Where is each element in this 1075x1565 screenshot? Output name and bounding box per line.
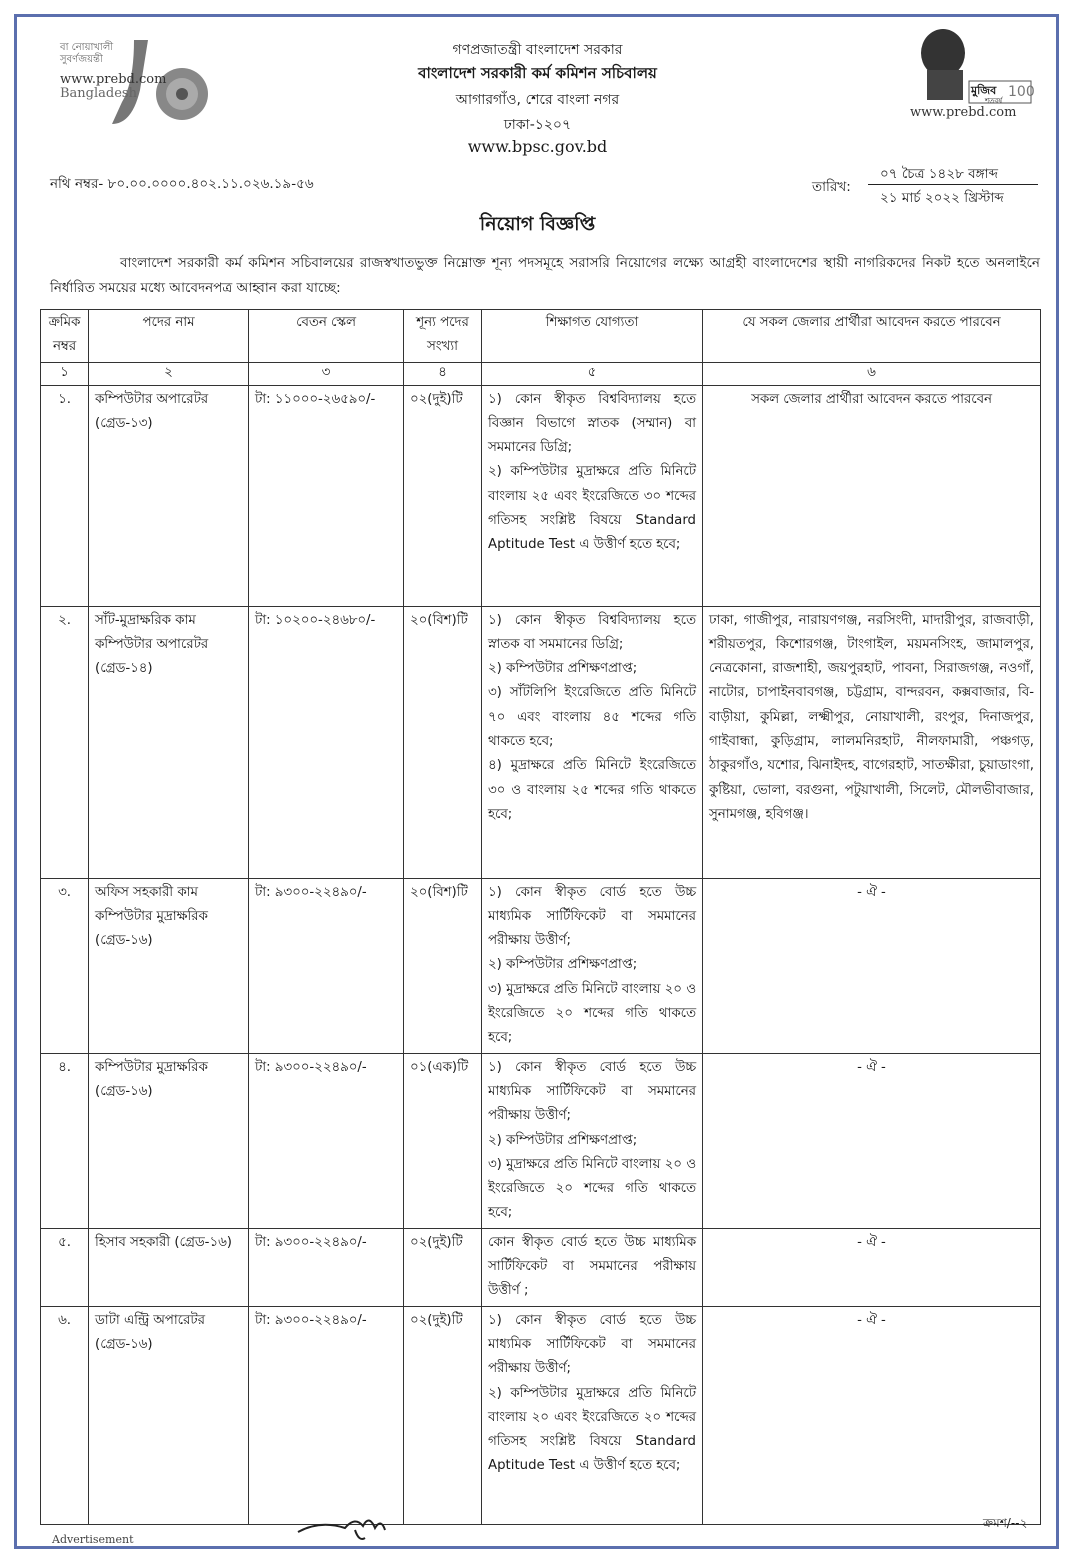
serial-cell: ১.: [41, 385, 89, 606]
qualification-cell: [482, 606, 703, 878]
qualification-item: ১) কোন স্বীকৃত বোর্ড হতে উচ্চ মাধ্যমিক সার্টিফিকেট বা সমমানের পরীক্ষায় উত্তীর্ণ;: [488, 1059, 696, 1124]
table-row: [41, 878, 1041, 1053]
districts-cell: সকল জেলার প্রার্থীরা আবেদন করতে পারবেন: [703, 385, 1041, 606]
header-line-1: গণপ্রজাতন্ত্রী বাংলাদেশ সরকার: [452, 42, 623, 58]
qualification-item: ১) কোন স্বীকৃত বোর্ড হতে উচ্চ মাধ্যমিক সার্টিফিকেট বা সমমানের পরীক্ষায় উত্তীর্ণ;: [488, 1312, 696, 1377]
post-cell: কম্পিউটার মুদ্রাক্ষরিক (গ্রেড-১৬): [89, 1053, 249, 1228]
qualification-cell: [482, 1306, 703, 1524]
signature-mark: [295, 1508, 390, 1546]
page-title: নিয়োগ বিজ্ঞপ্তি: [479, 213, 596, 235]
table-row: [41, 1306, 1041, 1524]
table-row: [41, 606, 1041, 878]
col-number: ৫: [482, 362, 703, 385]
reference-number: নথি নম্বর- ৮০.০০.০০০০.৪০২.১১.০২৬.১৯-৫৬: [50, 176, 314, 192]
qualification-cell: [482, 1053, 703, 1228]
watermark-left: www.prebd.com: [60, 72, 167, 87]
count-cell: ২০(বিশ)টি: [404, 606, 482, 878]
serial-cell: ৩.: [41, 878, 89, 1053]
scale-cell: টা: ৯৩০০-২২৪৯০/-: [249, 1053, 404, 1228]
table-header-row: [41, 310, 1041, 363]
col-header-serial: ক্রমিক নম্বর: [41, 310, 89, 363]
scale-cell: টা: ৯৩০০-২২৪৯০/-: [249, 878, 404, 1053]
mujib-centenary-logo: [905, 25, 1035, 120]
golden-jubilee-logo: [52, 32, 212, 127]
count-cell: ২০(বিশ)টি: [404, 878, 482, 1053]
qualification-item: ৪) মুদ্রাক্ষরে প্রতি মিনিটে ইংরেজিতে ৩০ ও বাংলায় ২৫ শব্দের গতি থাকতে হবে;: [488, 758, 696, 822]
scale-cell: টা: ১১০০০-২৬৫৯০/-: [249, 385, 404, 606]
post-cell: কম্পিউটার অপারেটর (গ্রেড-১৩): [89, 385, 249, 606]
col-number: ৬: [703, 362, 1041, 385]
serial-cell: ৪.: [41, 1053, 89, 1228]
col-number: ৪: [404, 362, 482, 385]
qualification-cell: [482, 1228, 703, 1306]
post-cell: ডাটা এন্ট্রি অপারেটর (গ্রেড-১৬): [89, 1306, 249, 1524]
col-number: ২: [89, 362, 249, 385]
col-number: ১: [41, 362, 89, 385]
qualification-item: ২) কম্পিউটার প্রশিক্ষণপ্রাপ্ত;: [488, 1132, 638, 1148]
mujib-sub: শতবর্ষ: [985, 97, 1003, 105]
header-line-3: আগারগাঁও, শেরে বাংলা নগর: [455, 92, 620, 108]
watermark-right: www.prebd.com: [910, 105, 1017, 120]
districts-cell: ঢাকা, গাজীপুর, নারায়ণগঞ্জ, নরসিংদী, মাদারীপুর, রাজবাড়ী, শরীয়তপুর, কিশোরগঞ্জ, টাংগাইল, ময়মনসিংহ, জামালপুর, নেত্রকোনা, রাজশাহী, জয়পুরহাট, পাবনা, সিরাজগঞ্জ, নওগাঁ, নাটোর, চাপাইনবাবগঞ্জ, চট্টগ্রাম, বান্দরবন, কক্সবাজার, বি-বাড়ীয়া, কুমিল্লা, লক্ষ্মীপুর, নোয়াখালী, রংপুর, দিনাজপুর, গাইবান্ধা, কুড়িগ্রাম, লালমনিরহাট, নীলফামারী, পঞ্চগড়, ঠাকুরগাঁও, যশোর, ঝিনাইদহ, বাগেরহাট, সাতক্ষীরা, চুয়াডাংগা, কুষ্টিয়া, ভোলা, বরগুনা, পটুয়াখালী, সিলেট, মৌলভীবাজার, সুনামগঞ্জ, হবিগঞ্জ।: [703, 606, 1041, 878]
count-cell: ০২(দুই)টি: [404, 1306, 482, 1524]
count-cell: ০২(দুই)টি: [404, 1228, 482, 1306]
qualification-item: ২) কম্পিউটার প্রশিক্ষণপ্রাপ্ত;: [488, 957, 638, 973]
count-cell: ০২(দুই)টি: [404, 385, 482, 606]
qualification-item: ২) কম্পিউটার প্রশিক্ষণপ্রাপ্ত;: [488, 661, 638, 677]
post-cell: অফিস সহকারী কাম কম্পিউটার মুদ্রাক্ষরিক (গ্রেড-১৬): [89, 878, 249, 1053]
districts-cell: - ঐ -: [703, 1228, 1041, 1306]
col-number: ৩: [249, 362, 404, 385]
col-header-districts: যে সকল জেলার প্রার্থীরা আবেদন করতে পারবেন: [703, 310, 1041, 363]
districts-cell: - ঐ -: [703, 1306, 1041, 1524]
count-cell: ০১(এক)টি: [404, 1053, 482, 1228]
header-line-4: ঢাকা-১২০৭: [503, 117, 572, 133]
date-label: তারিখ:: [812, 179, 851, 195]
continued-label: ক্রমশ/--২: [983, 1516, 1028, 1530]
date-gregorian: ২১ মার্চ ২০২২ খ্রিস্টাব্দ: [880, 190, 1004, 206]
qualification-item: ৩) সাঁটলিপি ইংরেজিতে প্রতি মিনিটে ৭০ এবং বাংলায় ৪৫ শব্দের গতি থাকতে হবে;: [488, 685, 696, 750]
qualification-cell: [482, 385, 703, 606]
logo-text-2: সুবর্ণজয়ন্তী: [60, 54, 103, 65]
col-header-post: পদের নাম: [89, 310, 249, 363]
districts-cell: - ঐ -: [703, 878, 1041, 1053]
col-header-count: শূন্য পদের সংখ্যা: [404, 310, 482, 363]
serial-cell: ২.: [41, 606, 89, 878]
column-number-row: [41, 362, 1041, 385]
scale-cell: টা: ১০২০০-২৪৬৮০/-: [249, 606, 404, 878]
mujib-label: মুজিব: [971, 84, 997, 97]
qualification-cell: [482, 878, 703, 1053]
table-row: [41, 1053, 1041, 1228]
scale-cell: টা: ৯৩০০-২২৪৯০/-: [249, 1228, 404, 1306]
districts-cell: - ঐ -: [703, 1053, 1041, 1228]
post-cell: সাঁট-মুদ্রাক্ষরিক কাম কম্পিউটার অপারেটর (গ্রেড-১৪): [89, 606, 249, 878]
website-link[interactable]: www.bpsc.gov.bd: [467, 137, 608, 156]
qualification-item: ২) কম্পিউটার মুদ্রাক্ষরে প্রতি মিনিটে বাংলায় ২৫ এবং ইংরেজিতে ৩০ শব্দের গতিসহ সংশ্লিষ্ট বিষয়ে Standard Aptitude Test এ উত্তীর্ণ হতে হবে;: [488, 464, 696, 553]
qualification-item: ১) কোন স্বীকৃত বিশ্ববিদ্যালয় হতে স্নাতক বা সমমানের ডিগ্রি;: [488, 612, 696, 652]
header-line-2: বাংলাদেশ সরকারী কর্ম কমিশন সচিবালয়: [418, 64, 657, 82]
scale-cell: টা: ৯৩০০-২২৪৯০/-: [249, 1306, 404, 1524]
qualification-item: ৩) মুদ্রাক্ষরে প্রতি মিনিটে বাংলায় ২০ ও ইংরেজিতে ২০ শব্দের গতি থাকতে হবে;: [488, 1156, 696, 1221]
qualification-item: কোন স্বীকৃত বোর্ড হতে উচ্চ মাধ্যমিক সার্টিফিকেট বা সমমানের পরীক্ষায় উত্তীর্ণ ;: [488, 1234, 696, 1299]
logo-text-3: Bangladesh: [60, 86, 137, 101]
serial-cell: ৫.: [41, 1228, 89, 1306]
mujib-100: 100: [1008, 84, 1035, 100]
serial-cell: ৬.: [41, 1306, 89, 1524]
date-divider: [868, 184, 1038, 185]
table-row: [41, 1228, 1041, 1306]
date-bangla: ০৭ চৈত্র ১৪২৮ বঙ্গাব্দ: [880, 166, 999, 182]
advertisement-label: Advertisement: [52, 1533, 134, 1546]
intro-paragraph: বাংলাদেশ সরকারী কর্ম কমিশন সচিবালয়ের রাজস্বখাতভুক্ত নিম্নোক্ত শূন্য পদসমূহে সরাসরি নিয়োগের লক্ষ্যে আগ্রহী বাংলাদেশের স্থায়ী নাগরিকদের নিকট হতে অনলাইনে নির্ধারিত সময়ের মধ্যে আবেদনপত্র আহ্বান করা যাচ্ছে:: [50, 255, 1040, 296]
table-row: [41, 385, 1041, 606]
logo-text-1: বা নোয়াখালী: [60, 42, 114, 53]
qualification-item: ২) কম্পিউটার মুদ্রাক্ষরে প্রতি মিনিটে বাংলায় ২০ এবং ইংরেজিতে ২০ শব্দের গতিসহ সংশ্লিষ্ট বিষয়ে Standard Aptitude Test এ উত্তীর্ণ হতে হবে;: [488, 1385, 696, 1474]
qualification-item: ১) কোন স্বীকৃত বোর্ড হতে উচ্চ মাধ্যমিক সার্টিফিকেট বা সমমানের পরীক্ষায় উত্তীর্ণ;: [488, 884, 696, 949]
qualification-item: ১) কোন স্বীকৃত বিশ্ববিদ্যালয় হতে বিজ্ঞান বিভাগে স্নাতক (সম্মান) বা সমমানের ডিগ্রি;: [488, 391, 696, 456]
qualification-item: ৩) মুদ্রাক্ষরে প্রতি মিনিটে বাংলায় ২০ ও ইংরেজিতে ২০ শব্দের গতি থাকতে হবে;: [488, 981, 696, 1046]
vacancy-table: [40, 309, 1041, 1525]
post-cell: হিসাব সহকারী (গ্রেড-১৬): [89, 1228, 249, 1306]
col-header-scale: বেতন স্কেল: [249, 310, 404, 363]
col-header-qualification: শিক্ষাগত যোগ্যতা: [482, 310, 703, 363]
